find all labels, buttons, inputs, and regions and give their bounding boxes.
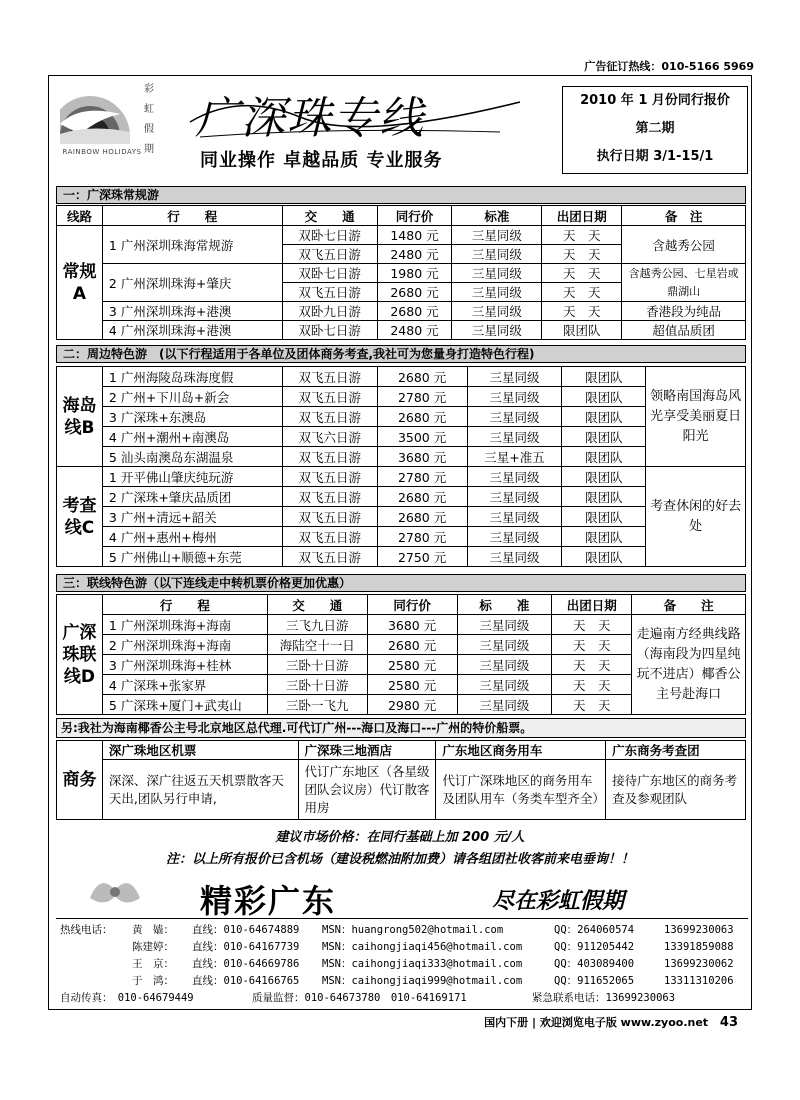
table-row: 考查线C 1 开平佛山肇庆纯玩游 双飞五日游 2780 元 三星同级 限团队 考查休闲的好去处 xyxy=(57,467,746,487)
table-row: 3 广州深圳珠海+港澳 双卧九日游 2680 元 三星同级 天 天 香港段为纯品 xyxy=(57,302,746,321)
page-title: 广深珠专线 xyxy=(195,93,425,144)
section-3-table xyxy=(56,594,746,715)
ad-hotline: 广告征订热线：010-5166 5969 xyxy=(584,60,754,73)
table-row: 3 广深珠+东澳岛 双飞五日游 2680 元 三星同级 限团队 xyxy=(57,407,746,427)
footer-text: 国内下册 | 欢迎浏览电子版 www.zyoo.net xyxy=(484,1016,709,1029)
table-row: 2 广州+下川岛+新会 双飞五日游 2780 元 三星同级 限团队 xyxy=(57,387,746,407)
price-notice: 注：以上所有报价已含机场（建设税燃油附加费）请各组团社收客前来电垂询！！ xyxy=(165,852,634,867)
valid-dates: 执行日期 3/1-15/1 xyxy=(596,149,714,164)
issue-number: 第二期 xyxy=(635,121,675,136)
route-label-c: 考查线C xyxy=(57,467,103,567)
section-1-heading: 一：广深珠常规游 xyxy=(56,186,746,204)
table-row: 1 广州深圳珠海+海南 三飞九日游 3680 元 三星同级 天 天 走遍南方经典线路（海南段为四星纯玩不进店）椰香公主号赴海口 xyxy=(57,615,746,635)
route-label-b: 海岛线B xyxy=(57,367,103,467)
section-3-heading: 三：联线特色游（以下连线走中转机票价格更加优惠） xyxy=(56,574,746,592)
section-1-table xyxy=(56,205,746,340)
table-row: 5 汕头南澳岛东湖温泉 双飞五日游 3680 元 三星+准五 限团队 xyxy=(57,447,746,467)
table-header-row: 线路 行 程 交 通 同行价 标准 出团日期 备 注 xyxy=(57,206,746,226)
table-row: 双飞五日游 2480 元 三星同级 天 天 xyxy=(57,245,746,264)
section-2-table xyxy=(56,366,746,567)
table-row: 4 广州+惠州+梅州 双飞五日游 2780 元 三星同级 限团队 xyxy=(57,527,746,547)
table-row: 2 广深珠+肇庆品质团 双飞五日游 2680 元 三星同级 限团队 xyxy=(57,487,746,507)
table-row: 2 广州深圳珠海+肇庆 双卧七日游 1980 元 三星同级 天 天 含越秀公园、七星岩或鼎湖山 xyxy=(57,264,746,283)
table-row: 2 广州深圳珠海+海南 海陆空十一日 2680 元 三星同级 天 天 xyxy=(57,635,746,655)
recommended-price: 建议市场价格：在同行基础上加 200 元/人 xyxy=(275,830,525,845)
logo-english: RAINBOW HOLIDAYS xyxy=(62,148,142,156)
page-footer xyxy=(484,1014,738,1030)
contact-row: 于 鸿： 直线：010-64166765 MSN：caihongjiaqi999@hotmail.com QQ：911652065 13311310206 xyxy=(132,975,734,987)
table-row: 3 广州深圳珠海+桂林 三卧十日游 2580 元 三星同级 天 天 xyxy=(57,655,746,675)
table-header-row: 商务 深广珠地区机票 广深珠三地酒店 广东地区商务用车 广东商务考查团 xyxy=(57,741,746,760)
price-period-box xyxy=(562,86,748,174)
logo-chars: 彩 虹 假 期 xyxy=(144,84,154,155)
contact-list xyxy=(56,918,748,1007)
table-row: 5 广深珠+厦门+武夷山 三卧一飞九 2980 元 三星同级 天 天 xyxy=(57,695,746,715)
banner-slogan: 尽在彩虹假期 xyxy=(492,888,625,914)
table-header-row: 广深珠联线D 行 程 交 通 同行价 标 准 出团日期 备 注 xyxy=(57,595,746,615)
business-table xyxy=(56,740,746,820)
contact-row: 陈建婷： 直线：010-64167739 MSN：caihongjiaqi456@hotmail.com QQ：911205442 13391859088 xyxy=(132,941,734,953)
fax-row: 自动传真： 010-64679449 质量监督：010-64673780 010-64169171 紧急联系电话：13699230063 xyxy=(60,992,676,1004)
banner-title: 精彩广东 xyxy=(200,882,337,920)
page-number: 43 xyxy=(719,1015,738,1030)
route-label-a: 常规A xyxy=(57,226,103,340)
table-row: 4 广州深圳珠海+港澳 双卧七日游 2480 元 三星同级 限团队 超值品质团 xyxy=(57,321,746,340)
contact-row: 王 京： 直线：010-64669786 MSN：caihongjiaqi333@hotmail.com QQ：403089400 13699230062 xyxy=(132,958,734,970)
table-row: 海岛线B 1 广州海陵岛珠海度假 双飞五日游 2680 元 三星同级 限团队 领略南国海岛风光享受美丽夏日阳光 xyxy=(57,367,746,387)
rainbow-logo xyxy=(60,84,148,144)
table-row: 常规A 1 广州深圳珠海常规游 双卧七日游 1480 元 三星同级 天 天 含越秀公园 xyxy=(57,226,746,245)
flower-ornament-icon xyxy=(80,868,150,912)
contact-row: 热线电话： 黄 嫱： 直线：010-64674889 MSN：huangrong502@hotmail.com QQ：264060574 13699230063 xyxy=(60,924,734,936)
table-row: 深深、深广往返五天机票散客天天出,团队另行申请, 代订广东地区（各星级团队会议房）代订散客用房 代订广深珠地区的商务用车及团队用车（务类车型齐全） 接待广东地区的商务考查及参观团队 xyxy=(57,760,746,820)
page-subtitle: 同业操作 卓越品质 专业服务 xyxy=(200,150,443,171)
business-label: 商务 xyxy=(57,741,103,820)
table-row: 4 广州+潮州+南澳岛 双飞六日游 3500 元 三星同级 限团队 xyxy=(57,427,746,447)
table-row: 4 广深珠+张家界 三卧十日游 2580 元 三星同级 天 天 xyxy=(57,675,746,695)
table-row: 3 广州+清远+韶关 双飞五日游 2680 元 三星同级 限团队 xyxy=(57,507,746,527)
table-row: 双飞五日游 2680 元 三星同级 天 天 xyxy=(57,283,746,302)
agent-note: 另:我社为海南椰香公主号北京地区总代理.可代订广州---海口及海口---广州的特价船票。 xyxy=(56,718,746,738)
table-row: 5 广州佛山+顺德+东莞 双飞五日游 2750 元 三星同级 限团队 xyxy=(57,547,746,567)
route-label-d: 广深珠联线D xyxy=(57,595,103,715)
price-period-title: 2010 年 1 月份同行报价 xyxy=(580,93,730,108)
section-2-heading: 二：周边特色游 (以下行程适用于各单位及团体商务考查,我社可为您量身打造特色行程) xyxy=(56,345,746,363)
